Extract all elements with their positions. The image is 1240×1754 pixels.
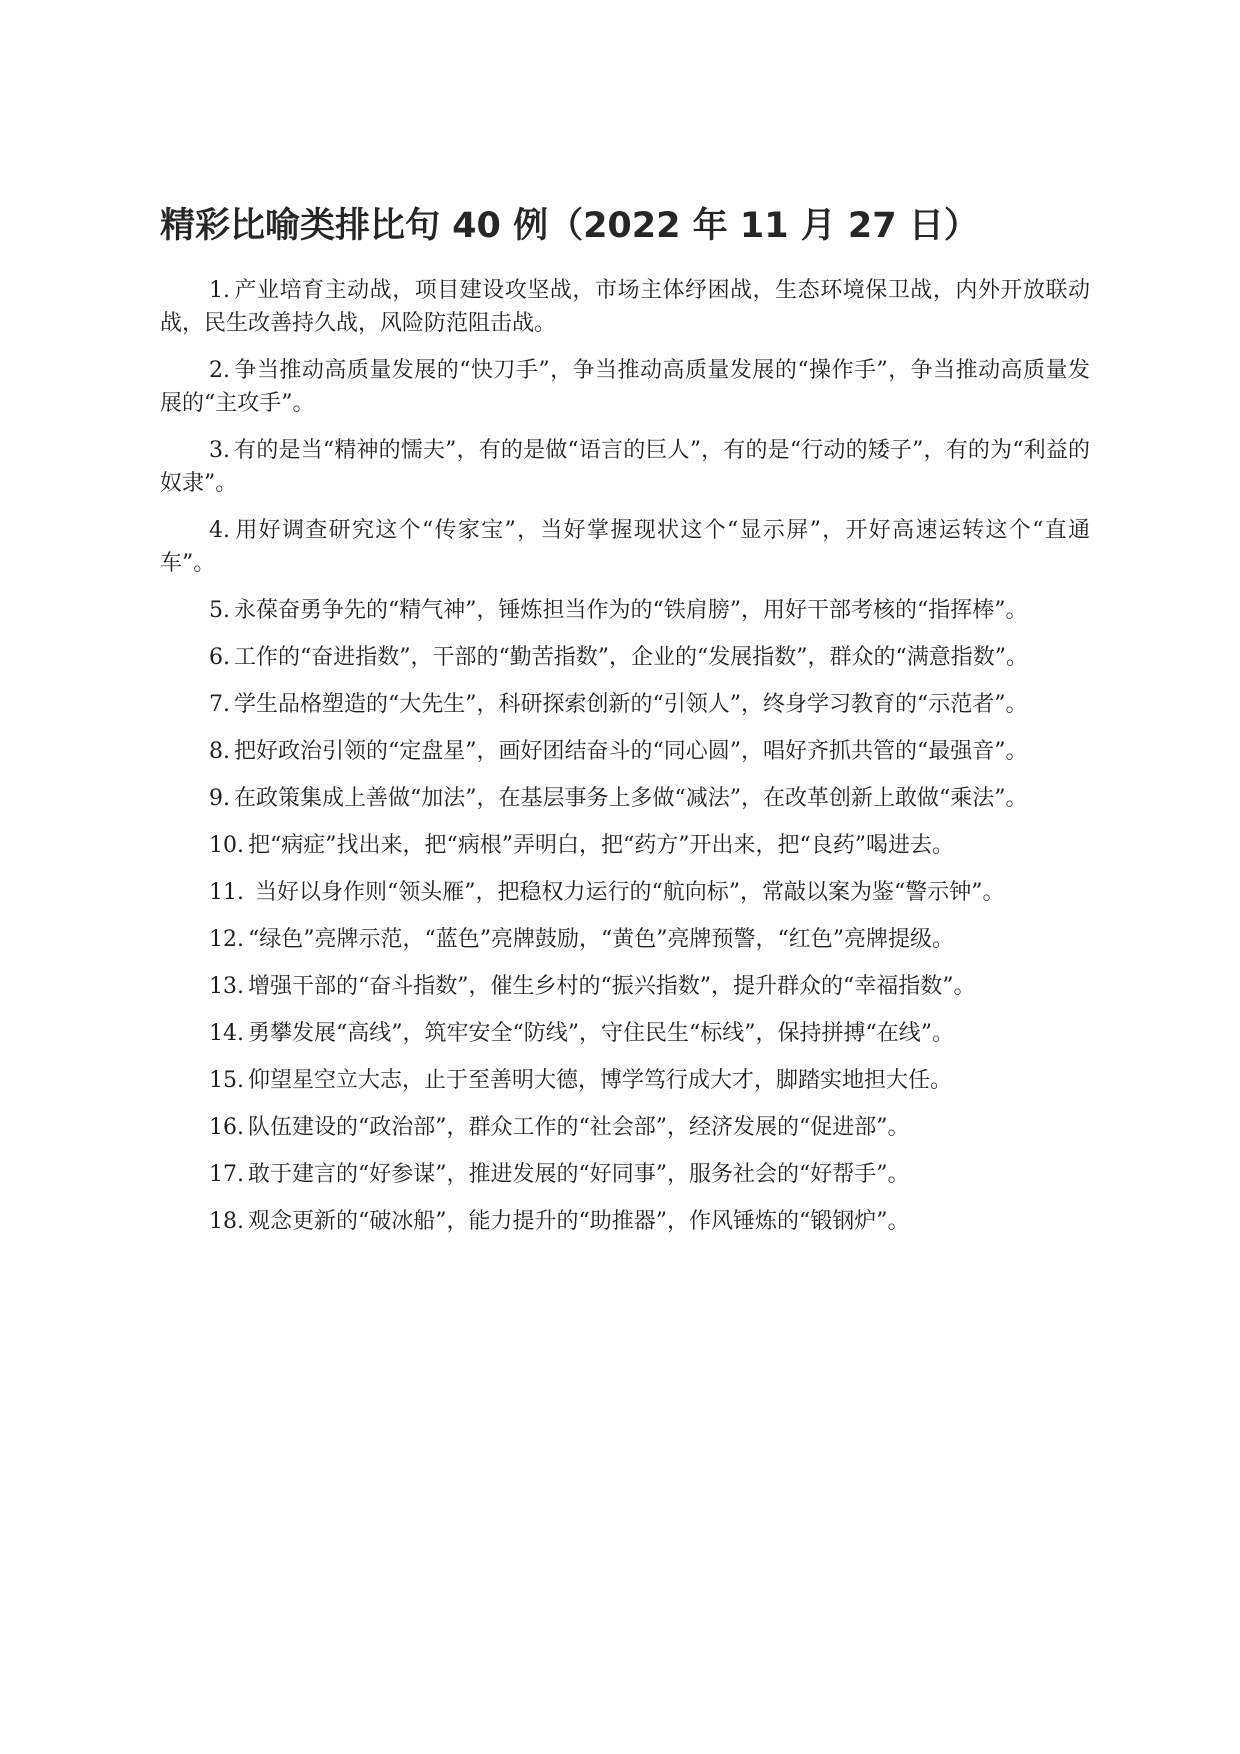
item-number: 5.	[209, 598, 230, 623]
item-text: 工作的“奋进指数”，干部的“勤苦指数”，企业的“发展指数”，群众的“满意指数”。	[234, 645, 1028, 670]
item-number: 10.	[209, 833, 244, 858]
list-item	[160, 1205, 1090, 1238]
item-text: 争当推动高质量发展的“快刀手”，争当推动高质量发展的“操作手”，争当推动高质量发展的“主攻手”。	[160, 358, 1090, 416]
item-text: 增强干部的“奋斗指数”，催生乡村的“振兴指数”，提升群众的“幸福指数”。	[248, 974, 976, 999]
item-number: 7.	[209, 692, 230, 717]
item-text: 产业培育主动战，项目建设攻坚战，市场主体纾困战，生态环境保卫战，内外开放联动战，民生改善持久战，风险防范阻击战。	[160, 278, 1090, 336]
item-text: “绿色”亮牌示范，“蓝色”亮牌鼓励，“黄色”亮牌预警，“红色”亮牌提级。	[248, 927, 954, 952]
item-number: 14.	[209, 1021, 244, 1046]
item-text: 当好以身作则“领头雁”，把稳权力运行的“航向标”，常敲以案为鉴“警示钟”。	[248, 880, 1005, 905]
item-text: 用好调查研究这个“传家宝”，当好掌握现状这个“显示屏”，开好高速运转这个“直通车”。	[160, 518, 1090, 576]
list-item	[160, 1064, 1090, 1097]
list-item	[160, 876, 1090, 909]
simile-list	[160, 274, 1090, 1252]
list-item	[160, 354, 1090, 420]
item-number: 6.	[209, 645, 230, 670]
item-number: 18.	[209, 1209, 244, 1234]
item-text: 永葆奋勇争先的“精气神”，锤炼担当作为的“铁肩膀”，用好干部考核的“指挥棒”。	[234, 598, 1028, 623]
item-number: 11.	[209, 880, 244, 905]
list-item	[160, 782, 1090, 815]
item-number: 15.	[209, 1068, 244, 1093]
item-text: 勇攀发展“高线”，筑牢安全“防线”，守住民生“标线”，保持拼搏“在线”。	[248, 1021, 954, 1046]
list-item	[160, 274, 1090, 340]
item-text: 队伍建设的“政治部”，群众工作的“社会部”，经济发展的“促进部”。	[248, 1115, 910, 1140]
item-text: 在政策集成上善做“加法”，在基层事务上多做“减法”，在改革创新上敢做“乘法”。	[234, 786, 1028, 811]
item-text: 学生品格塑造的“大先生”，科研探索创新的“引领人”，终身学习教育的“示范者”。	[234, 692, 1028, 717]
item-text: 仰望星空立大志，止于至善明大德，博学笃行成大才，脚踏实地担大任。	[248, 1068, 953, 1093]
list-item	[160, 594, 1090, 627]
item-number: 17.	[209, 1162, 244, 1187]
page-title: 精彩比喻类排比句 40 例（2022 年 11 月 27 日）	[160, 206, 979, 246]
item-text: 敢于建言的“好参谋”，推进发展的“好同事”，服务社会的“好帮手”。	[248, 1162, 910, 1187]
item-text: 把“病症”找出来，把“病根”弄明白，把“药方”开出来，把“良药”喝进去。	[248, 833, 954, 858]
list-item	[160, 970, 1090, 1003]
list-item	[160, 1111, 1090, 1144]
item-text: 有的是当“精神的懦夫”，有的是做“语言的巨人”，有的是“行动的矮子”，有的为“利益的奴隶”。	[160, 438, 1090, 496]
item-number: 4.	[209, 518, 230, 543]
list-item	[160, 688, 1090, 721]
list-item	[160, 735, 1090, 768]
list-item	[160, 1017, 1090, 1050]
item-number: 3.	[209, 438, 230, 463]
list-item	[160, 641, 1090, 674]
item-number: 12.	[209, 927, 244, 952]
item-number: 13.	[209, 974, 244, 999]
list-item	[160, 923, 1090, 956]
item-number: 8.	[209, 739, 230, 764]
list-item	[160, 829, 1090, 862]
item-number: 2.	[209, 358, 230, 383]
item-number: 9.	[209, 786, 230, 811]
item-number: 1.	[209, 278, 230, 303]
item-text: 观念更新的“破冰船”，能力提升的“助推器”，作风锤炼的“锻钢炉”。	[248, 1209, 910, 1234]
list-item	[160, 1158, 1090, 1191]
item-text: 把好政治引领的“定盘星”，画好团结奋斗的“同心圆”，唱好齐抓共管的“最强音”。	[234, 739, 1028, 764]
list-item	[160, 514, 1090, 580]
list-item	[160, 434, 1090, 500]
item-number: 16.	[209, 1115, 244, 1140]
